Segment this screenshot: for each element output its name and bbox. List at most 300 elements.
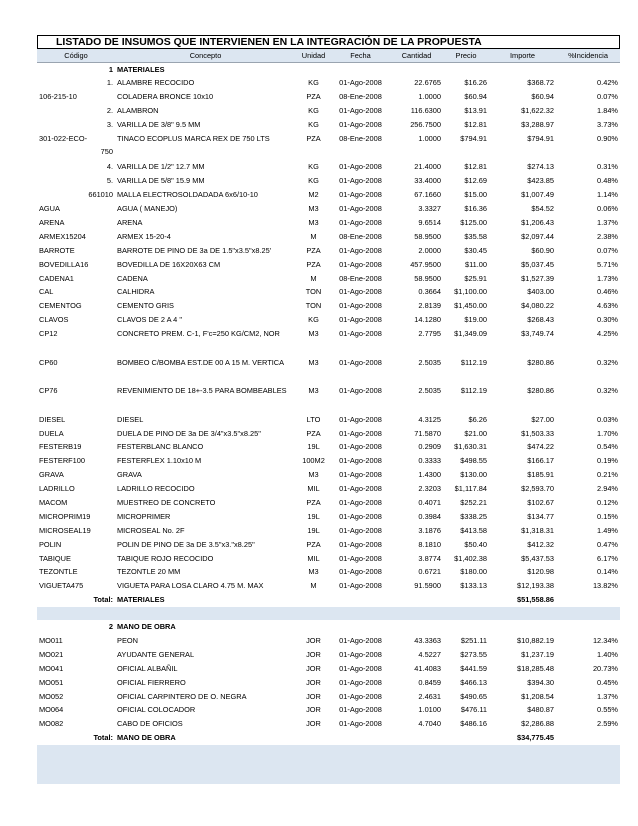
incidence-cell: 13.82%: [592, 581, 619, 591]
code-cell: LADRILLO: [39, 484, 75, 494]
date-cell: 01-Ago-2008: [339, 719, 382, 729]
quantity-cell: 4.5227: [418, 649, 442, 659]
quantity-cell: 1.0000: [418, 133, 442, 143]
code-cell: CP76: [39, 386, 58, 396]
concept-cell: MICROSEAL No. 2F: [117, 525, 185, 535]
table-row: [37, 690, 620, 704]
code-line-spacer: [85, 134, 113, 147]
table-row: [37, 244, 620, 258]
total-spacer: [443, 731, 489, 745]
code-cell: [37, 174, 83, 188]
price-cell: $1,402.38: [454, 553, 488, 563]
table-row: [37, 634, 620, 648]
amount-cell: $2,593.70: [521, 484, 555, 494]
blank-row: [37, 758, 620, 771]
incidence-cell: 4.25%: [597, 329, 619, 339]
code-cell: [37, 188, 83, 202]
date-cell: 01-Ago-2008: [339, 581, 382, 591]
concept-cell: CLAVOS DE 2 A 4 ": [117, 315, 182, 325]
code-cell: MO082: [39, 719, 64, 729]
date-cell: 01-Ago-2008: [339, 386, 382, 396]
concept-cell: POLIN DE PINO DE 3a DE 3.5"x3."x8.25": [117, 539, 255, 549]
quantity-cell: 2.4631: [418, 691, 442, 701]
table-row: [37, 76, 620, 90]
code-cell: AGUA: [39, 204, 60, 214]
code-cell: GRAVA: [39, 470, 64, 480]
concept-cell: COLADERA BRONCE 10x10: [117, 92, 214, 102]
table-header-row: [37, 49, 620, 63]
incidence-cell: 0.47%: [597, 539, 619, 549]
header-concept: Concepto: [115, 49, 296, 63]
code-cell: CEMENTOG: [39, 301, 82, 311]
price-cell: $16.26: [464, 78, 488, 88]
item-number-cell: [83, 313, 115, 327]
unit-cell: LTO: [306, 414, 321, 424]
code-cell: ARENA: [39, 218, 65, 228]
concept-cell: FESTERFLEX 1.10x10 M: [117, 456, 202, 466]
code-cell: TEZONTLE: [39, 567, 78, 577]
unit-cell: 19L: [307, 511, 320, 521]
table-row: [37, 174, 620, 188]
quantity-cell: 0.8459: [418, 677, 442, 687]
item-number-cell: [83, 468, 115, 482]
item-number-cell: 4.: [106, 162, 114, 172]
price-cell: $1,630.31: [454, 442, 488, 452]
unit-cell: TON: [305, 287, 322, 297]
item-number-cell: 5.: [106, 176, 114, 186]
amount-cell: $166.17: [527, 456, 555, 466]
price-cell: $112.19: [460, 357, 488, 367]
price-cell: $273.55: [460, 649, 488, 659]
amount-cell: $268.43: [527, 315, 555, 325]
quantity-cell: 0.2909: [418, 442, 442, 452]
date-cell: 01-Ago-2008: [339, 497, 382, 507]
code-cell: VIGUETA475: [39, 581, 84, 591]
item-number-cell: 661010: [88, 190, 114, 200]
incidence-cell: 0.07%: [597, 92, 619, 102]
price-cell: $251.11: [460, 636, 488, 645]
total-spacer: [556, 593, 620, 607]
date-cell: 01-Ago-2008: [339, 287, 382, 297]
date-cell: 01-Ago-2008: [339, 691, 382, 701]
quantity-cell: 0.4071: [418, 497, 442, 507]
amount-cell: $480.87: [527, 705, 555, 715]
amount-cell: $27.00: [531, 414, 555, 424]
unit-cell: M: [310, 581, 317, 591]
date-cell: 08-Ene-2008: [339, 273, 382, 283]
header-quantity: Cantidad: [390, 49, 443, 63]
code-cell: MICROPRIM19: [39, 511, 91, 521]
unit-cell: KG: [308, 106, 319, 116]
incidence-cell: 0.55%: [597, 705, 619, 715]
item-number-cell: [83, 299, 115, 313]
unit-cell: 19L: [307, 525, 320, 535]
section-number: 1: [108, 65, 114, 74]
unit-cell: PZA: [306, 92, 321, 102]
concept-cell: TABIQUE ROJO RECOCIDO: [117, 553, 214, 563]
table-row: [37, 285, 620, 299]
quantity-cell: 256.7500: [410, 120, 442, 130]
price-cell: $338.25: [460, 511, 488, 521]
concept-cell: BOMBEO C/BOMBA EST.DE 00 A 15 M. VERTICA: [117, 357, 285, 367]
unit-cell: PZA: [306, 259, 321, 269]
concept-cell: BARROTE DE PINO DE 3a DE 1.5"x3.5"x8.25': [117, 245, 272, 255]
quantity-cell: 58.9500: [414, 273, 442, 283]
incidence-cell: 5.71%: [597, 259, 619, 269]
concept-cell: FESTERBLANC BLANCO: [117, 442, 204, 452]
item-number-cell: [83, 579, 115, 593]
price-cell: $11.00: [464, 259, 488, 269]
unit-cell: M2: [308, 190, 319, 200]
code-cell: [37, 132, 88, 161]
price-cell: $441.59: [460, 663, 488, 673]
table-row: [37, 648, 620, 662]
amount-cell: $120.98: [527, 567, 555, 577]
header-amount: Importe: [489, 49, 556, 63]
price-cell: $252.21: [460, 497, 488, 507]
unit-cell: M3: [308, 204, 319, 214]
quantity-cell: 0.3664: [418, 287, 442, 297]
price-cell: $12.69: [464, 176, 488, 186]
amount-cell: $3,749.74: [521, 329, 555, 339]
unit-cell: M3: [308, 567, 319, 577]
item-number-cell: [83, 662, 115, 676]
section-number: 2: [108, 622, 114, 632]
section-name: MANO DE OBRA: [117, 622, 176, 632]
price-cell: $15.00: [464, 190, 488, 200]
blank-cell: [37, 745, 620, 758]
incidence-cell: 2.38%: [597, 231, 619, 241]
concept-cell: DUELA DE PINO DE 3a DE 3/4"x3.5"x8.25": [117, 428, 261, 438]
amount-cell: $1,622.32: [521, 106, 555, 116]
item-number-cell: [83, 272, 115, 286]
table-row: [37, 104, 620, 118]
header-unit: Unidad: [296, 49, 331, 63]
price-cell: $466.13: [460, 677, 488, 687]
amount-cell: $274.13: [527, 162, 555, 172]
unit-cell: M3: [308, 357, 319, 367]
incidence-cell: 0.46%: [597, 287, 619, 297]
concept-cell: VIGUETA PARA LOSA CLARO 4.75 M. MAX: [117, 581, 264, 591]
item-number-cell: [83, 90, 115, 104]
unit-cell: M: [310, 231, 317, 241]
price-cell: $13.91: [464, 106, 488, 116]
date-cell: 01-Ago-2008: [339, 539, 382, 549]
total-name: MANO DE OBRA: [117, 733, 176, 743]
code-cell: POLIN: [39, 539, 62, 549]
incidence-cell: 6.17%: [597, 553, 619, 563]
date-cell: 01-Ago-2008: [339, 663, 382, 673]
concept-cell: OFICIAL COLOCADOR: [117, 705, 196, 715]
concept-cell: TINACO ECOPLUS MARCA REX DE 750 LTS: [117, 133, 270, 143]
unit-cell: JOR: [306, 691, 321, 701]
item-number-cell: [83, 565, 115, 579]
table-row: [37, 160, 620, 174]
incidence-cell: 1.49%: [597, 525, 619, 535]
unit-cell: JOR: [306, 677, 321, 687]
date-cell: 01-Ago-2008: [339, 525, 382, 535]
date-cell: 01-Ago-2008: [339, 511, 382, 521]
quantity-cell: 457.9500: [410, 259, 442, 269]
date-cell: 01-Ago-2008: [339, 204, 382, 214]
table-row: [37, 216, 620, 230]
table-row: [37, 132, 620, 161]
table-row: [37, 717, 620, 731]
blank-cell: [37, 758, 620, 771]
date-cell: 08-Ene-2008: [339, 133, 382, 143]
incidence-cell: 0.07%: [597, 245, 619, 255]
amount-cell: $1,206.43: [521, 218, 555, 228]
quantity-cell: 3.1876: [418, 525, 442, 535]
unit-cell: KG: [308, 78, 319, 88]
date-cell: 01-Ago-2008: [339, 649, 382, 659]
code-cell: MO041: [39, 663, 64, 673]
amount-cell: $2,097.44: [521, 231, 555, 241]
quantity-cell: 4.3125: [418, 414, 442, 424]
section-total-row: [37, 731, 620, 745]
amount-cell: $1,503.33: [521, 428, 555, 438]
item-number-cell: [83, 703, 115, 717]
blank-row: [37, 607, 620, 620]
quantity-cell: 14.1280: [414, 315, 442, 325]
unit-cell: M3: [308, 470, 319, 480]
unit-cell: M3: [308, 386, 319, 396]
amount-cell: $394.30: [527, 677, 555, 687]
price-cell: $133.13: [460, 581, 488, 591]
date-cell: 01-Ago-2008: [339, 484, 382, 494]
incidence-cell: 0.21%: [597, 470, 619, 480]
date-cell: 01-Ago-2008: [339, 357, 382, 367]
incidence-cell: 0.31%: [597, 162, 619, 172]
concept-cell: BOVEDILLA DE 16X20X63 CM: [117, 259, 221, 269]
code-cell: FESTERF100: [39, 456, 86, 466]
unit-cell: PZA: [306, 133, 321, 143]
code-cell: MO051: [39, 677, 64, 687]
date-cell: 01-Ago-2008: [339, 677, 382, 687]
date-cell: 01-Ago-2008: [339, 470, 382, 480]
quantity-cell: 33.4000: [414, 176, 442, 186]
concept-cell: ALAMBRON: [117, 106, 159, 116]
item-number-cell: [83, 285, 115, 299]
code-cell: MO052: [39, 691, 64, 701]
concept-cell: ALAMBRE RECOCIDO: [117, 78, 195, 88]
date-cell: 01-Ago-2008: [339, 329, 382, 339]
date-cell: 08-Ene-2008: [339, 231, 382, 241]
concept-cell: REVENIMIENTO DE 18+-3.5 PARA BOMBEABLES: [117, 386, 287, 396]
header-date: Fecha: [331, 49, 390, 63]
item-number-cell: [83, 427, 115, 441]
quantity-cell: 1.4300: [418, 470, 442, 480]
quantity-cell: 21.4000: [414, 162, 442, 172]
unit-cell: JOR: [306, 719, 321, 729]
item-number-cell: 2.: [106, 106, 114, 116]
item-number-cell: [83, 230, 115, 244]
item-number-cell: [83, 356, 115, 385]
concept-cell: ARENA: [117, 218, 143, 228]
code-cell: BARROTE: [39, 245, 75, 255]
code-line-2: 750: [100, 146, 114, 156]
table-row: [37, 118, 620, 132]
table-row: [37, 299, 620, 313]
amount-cell: $1,208.54: [521, 691, 555, 701]
page-title: LISTADO DE INSUMOS QUE INTERVIENEN EN LA INTEGRACIÓN DE LA PROPUESTA: [37, 35, 620, 49]
item-number-cell: [83, 690, 115, 704]
price-cell: $21.00: [464, 428, 488, 438]
concept-cell: AYUDANTE GENERAL: [117, 649, 195, 659]
incidence-cell: 0.14%: [597, 567, 619, 577]
price-cell: $476.11: [460, 705, 488, 715]
item-number-cell: [83, 717, 115, 731]
section-heading-row: [37, 63, 620, 77]
concept-cell: OFICIAL FIERRERO: [117, 677, 186, 687]
quantity-cell: 0.3984: [418, 511, 442, 521]
code-cell: CAL: [39, 287, 54, 297]
price-cell: $19.00: [464, 315, 488, 325]
table-row: [37, 272, 620, 286]
table-row: [37, 468, 620, 482]
price-cell: $25.91: [464, 273, 488, 283]
section-name: MATERIALES: [117, 65, 165, 74]
item-number-cell: [83, 676, 115, 690]
incidence-cell: 1.73%: [597, 273, 619, 283]
item-number-cell: [83, 454, 115, 468]
concept-cell: VARILLA DE 1/2" 12.7 MM: [117, 162, 205, 172]
item-number-cell: [83, 634, 115, 648]
amount-cell: $280.86: [527, 386, 555, 396]
unit-cell: M: [310, 273, 317, 283]
supply-table: [37, 49, 620, 784]
incidence-cell: 1.37%: [597, 218, 619, 228]
code-cell: [37, 104, 83, 118]
code-cell: DIESEL: [39, 414, 66, 424]
table-row: [37, 482, 620, 496]
unit-cell: KG: [308, 315, 319, 325]
table-row: [37, 427, 620, 441]
table-row: [37, 384, 620, 413]
code-cell: CADENA1: [39, 273, 74, 283]
price-cell: $30.45: [464, 245, 488, 255]
item-number-cell: [83, 440, 115, 454]
table-row: [37, 413, 620, 427]
unit-cell: PZA: [306, 539, 321, 549]
unit-cell: 19L: [307, 442, 320, 452]
table-row: [37, 552, 620, 566]
amount-cell: $60.90: [531, 245, 555, 255]
amount-cell: $185.91: [527, 470, 555, 480]
price-cell: $794.91: [460, 133, 488, 143]
concept-cell: TEZONTLE 20 MM: [117, 567, 181, 577]
table-row: [37, 703, 620, 717]
incidence-cell: 0.32%: [597, 357, 619, 367]
blank-row: [37, 771, 620, 784]
blank-row: [37, 745, 620, 758]
incidence-cell: 1.14%: [597, 190, 619, 200]
incidence-cell: 0.03%: [597, 414, 619, 424]
amount-cell: $5,437.53: [521, 553, 555, 563]
code-cell: MO021: [39, 649, 64, 659]
concept-cell: CADENA: [117, 273, 148, 283]
code-cell: CP60: [39, 357, 58, 367]
concept-cell: OFICIAL CARPINTERO DE O. NEGRA: [117, 691, 247, 701]
concept-cell: CONCRETO PREM. C-1, F'c=250 KG/CM2, NOR: [117, 329, 280, 339]
unit-cell: KG: [308, 120, 319, 130]
item-number-cell: [83, 413, 115, 427]
amount-cell: $102.67: [527, 497, 555, 507]
amount-cell: $412.32: [527, 539, 555, 549]
quantity-cell: 9.6514: [418, 218, 442, 228]
date-cell: 01-Ago-2008: [339, 106, 382, 116]
date-cell: 01-Ago-2008: [339, 553, 382, 563]
quantity-cell: 22.6765: [414, 78, 442, 88]
amount-cell: $134.77: [527, 511, 555, 521]
incidence-cell: 0.12%: [597, 497, 619, 507]
total-name: MATERIALES: [117, 595, 165, 605]
table-row: [37, 510, 620, 524]
amount-cell: $1,237.19: [521, 649, 555, 659]
amount-cell: $1,007.49: [521, 190, 555, 200]
unit-cell: KG: [308, 176, 319, 186]
concept-cell: MALLA ELECTROSOLDADADA 6x6/10-10: [117, 190, 258, 200]
table-row: [37, 496, 620, 510]
table-row: [37, 356, 620, 385]
quantity-cell: 0.3333: [418, 456, 442, 466]
amount-cell: $12,193.38: [517, 581, 555, 591]
amount-cell: $60.94: [531, 92, 555, 102]
concept-cell: VARILLA DE 3/8" 9.5 MM: [117, 120, 201, 130]
date-cell: 01-Ago-2008: [339, 442, 382, 452]
total-spacer: [443, 593, 489, 607]
table-row: [37, 524, 620, 538]
concept-cell: OFICIAL ALBAÑIL: [117, 663, 178, 673]
table-body: [37, 63, 620, 785]
concept-cell: CEMENTO GRIS: [117, 301, 174, 311]
incidence-cell: 20.73%: [592, 663, 619, 673]
incidence-cell: 1.37%: [597, 691, 619, 701]
code-cell: MICROSEAL19: [39, 525, 91, 535]
amount-cell: $474.22: [527, 442, 555, 452]
price-cell: $130.00: [460, 470, 488, 480]
code-cell: TABIQUE: [39, 553, 71, 563]
unit-cell: M3: [308, 329, 319, 339]
unit-cell: 100M2: [302, 456, 325, 466]
table-row: [37, 565, 620, 579]
concept-cell: DIESEL: [117, 414, 144, 424]
price-cell: $1,117.84: [454, 484, 488, 494]
incidence-cell: 0.19%: [597, 456, 619, 466]
section-total-row: [37, 593, 620, 607]
unit-cell: JOR: [306, 663, 321, 673]
incidence-cell: 0.54%: [597, 442, 619, 452]
item-number-cell: 1.: [106, 78, 114, 88]
section-heading-spacer: [37, 63, 83, 77]
date-cell: 01-Ago-2008: [339, 176, 382, 186]
price-cell: $50.40: [464, 539, 488, 549]
incidence-cell: 2.94%: [597, 484, 619, 494]
code-cell: CLAVOS: [39, 315, 69, 325]
item-number-cell: [83, 496, 115, 510]
quantity-cell: 2.5035: [418, 386, 442, 396]
quantity-cell: 67.1660: [414, 190, 442, 200]
concept-cell: VARILLA DE 5/8" 15.9 MM: [117, 176, 205, 186]
quantity-cell: 2.7795: [418, 329, 442, 339]
amount-cell: $794.91: [527, 133, 555, 143]
amount-cell: $4,080.22: [521, 301, 555, 311]
price-cell: $1,349.09: [454, 329, 488, 339]
amount-cell: $280.86: [527, 357, 555, 367]
quantity-cell: 4.7040: [418, 719, 442, 729]
code-cell: [37, 118, 83, 132]
price-cell: $498.55: [460, 456, 488, 466]
